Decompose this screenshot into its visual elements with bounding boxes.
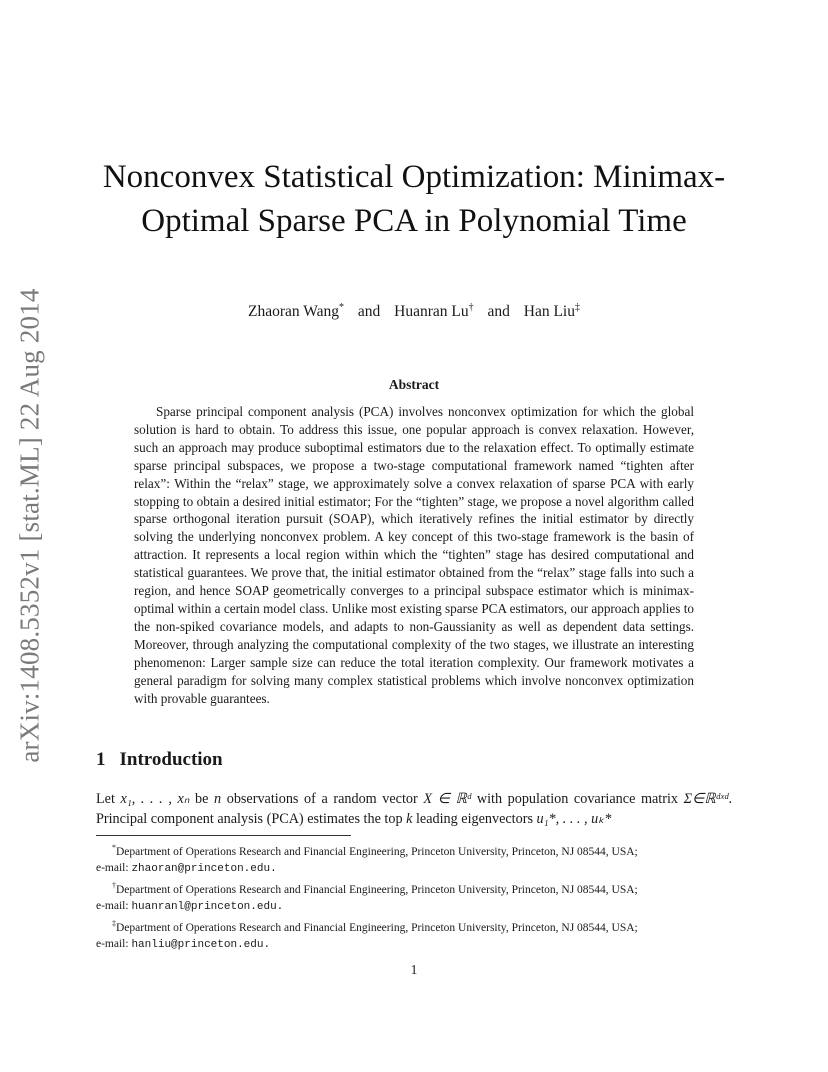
section-number: 1 [96, 749, 106, 770]
intro-math: x₁, . . . , xₙ [120, 791, 190, 807]
abstract-text: Sparse principal component analysis (PCA) involves nonconvex optimization for which the global solution is hard to obtain. To address this issue, one popular approach is convex relaxation. However, such an approach may produce suboptimal estimators due to the relaxation effect. To optimally estimate sparse principal subspaces, we propose a two-stage computational framework named “tighten after relax”: Within the “relax” stage, we approximately solve a convex relaxation of sparse PCA with early stopping to obtain a desired initial estimator; For the “tighten” stage, we propose a novel algorithm called sparse orthogonal iteration pursuit (SOAP), which iteratively refines the initial estimator by directly solving the underlying nonconvex problem. A key concept of this two-stage framework is the basin of attraction. It represents a local region within which the “tighten” stage has desired computational and statistical guarantees. We prove that, the initial estimator obtained from the “relax” stage falls into such a region, and hence SOAP geometrically converges to a principal subspace estimator which is minimax-optimal within a certain model class. Unlike most existing sparse PCA estimators, our approach applies to the non-spiked covariance models, and adapts to non-Gaussianity as well as dependent data settings. Moreover, through analyzing the computational complexity of the two stages, we illustrate an interesting phenomenon: Larger sample size can reduce the total iteration complexity. Our framework motivates a general paradigm for solving many complex statistical problems which involve nonconvex optimization with provable guarantees. [134, 404, 694, 706]
footnote [96, 840, 732, 860]
footnote-affiliation: Department of Operations Research and Financial Engineering, Princeton University, Princeton, NJ 08544, USA; [116, 921, 638, 934]
intro-math: u₁*, . . . , uₖ* [536, 811, 612, 827]
author-list [95, 302, 733, 321]
footnotes [96, 840, 732, 953]
footnote-affiliation: Department of Operations Research and Financial Engineering, Princeton University, Princeton, NJ 08544, USA; [116, 883, 638, 896]
footnote-email-line [96, 860, 732, 878]
email-label: e-mail: [96, 862, 129, 875]
intro-math: n [214, 791, 222, 807]
author-mark: * [339, 302, 345, 313]
intro-text: Let [96, 791, 121, 807]
author-name: Zhaoran Wang [248, 303, 340, 321]
email-address: zhaoran@princeton.edu. [131, 863, 277, 876]
footnote-mark: * [112, 843, 116, 852]
paper-title: Nonconvex Statistical Optimization: Minimax-Optimal Sparse PCA in Polynomial Time [102, 159, 726, 239]
footnote-mark: ‡ [112, 918, 116, 928]
author-name: Han Liu [523, 303, 575, 321]
author-separator: and [487, 303, 510, 321]
page-number: 1 [410, 962, 418, 977]
author-separator: and [357, 303, 381, 321]
intro-text: . Principal component analysis (PCA) estimates the top [96, 791, 732, 827]
author-name: Huanran Lu [394, 303, 469, 321]
intro-text: observations of a random vector [221, 791, 424, 807]
intro-text: with population covariance matrix [471, 791, 684, 807]
arxiv-stamp-text: arXiv:1408.5352v1 [stat.ML] 22 Aug 2014 [14, 287, 45, 763]
footnote-email-line [96, 936, 732, 954]
abstract-heading: Abstract [388, 377, 440, 392]
email-address: hanliu@princeton.edu. [131, 938, 271, 951]
email-label: e-mail: [96, 900, 129, 913]
footnote-affiliation: Department of Operations Research and Financial Engineering, Princeton University, Princeton, NJ 08544, USA; [116, 845, 638, 858]
email-address: huanranl@princeton.edu. [131, 901, 284, 914]
intro-math: Σ∈ℝᵈˣᵈ [683, 791, 729, 807]
intro-text: be [189, 791, 215, 807]
author-mark: † [468, 302, 474, 313]
footnote-email-line [96, 898, 732, 916]
intro-math: X ∈ ℝᵈ [423, 791, 472, 807]
section-title: Introduction [119, 749, 223, 770]
intro-text: leading eigenvectors [412, 811, 537, 827]
intro-math: k [406, 811, 413, 827]
email-label: e-mail: [96, 937, 129, 950]
footnote [96, 878, 732, 898]
arxiv-stamp [12, 285, 48, 765]
footnote [96, 916, 732, 936]
footnote-rule [96, 835, 351, 836]
intro-paragraph [96, 789, 732, 829]
footnote-mark: † [112, 880, 116, 890]
section-heading [96, 749, 223, 771]
author-mark: ‡ [575, 302, 580, 313]
